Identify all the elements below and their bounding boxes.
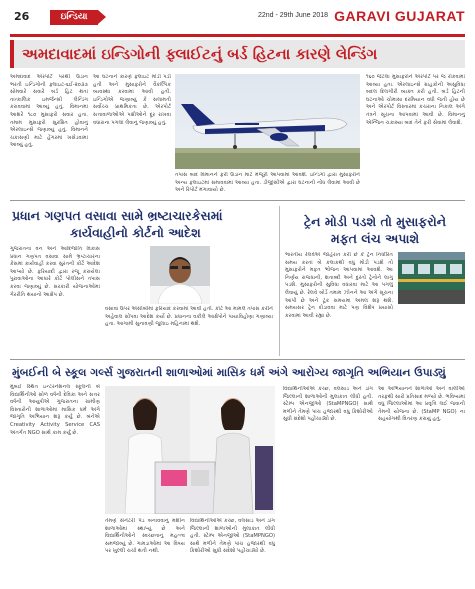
schoolgirls-photo (105, 386, 275, 514)
story2-col1: ગુજરાતના વન અને આદિજાતિ વિકાસ પ્રધાન ગણપત વસાવા સામે ભ્રષ્ટાચારના કેસમાં કાર્યવાહી કરવા સુરતની કોર્ટે આદેશ આપ્યો છે. ફરિયાદી દ્વારા રજૂ કરાયેલા પુરાવાઓના આધારે કોર્ટે પોલીસને તપાસ કરવા જણાવ્યું છે. સરકારી યોજનાઓમાં ગેરરીતિ થયાનો આક્ષેપ છે. (10, 246, 100, 298)
story3-text: ભારતીય રેલવેએ જાહેરાત કરી છે કે ટ્રેન નિર્ધારિત સમય કરતાં બે કલાકથી વધુ મોડી પડશે તો મુસાફરોને મફત ભોજન આપવામાં આવશે. આ નિર્ણય રાજધાની, શતાબ્દી અને દુરંતો ટ્રેનોને લાગુ પડશે. મુસાફરોની સુવિધા વધારવા માટે આ પગલું લેવાયું છે. રેલવે બોર્ડે તમામ ઝોનને આ અંગે સૂચના આપી છે અને ટૂંક સમયમાં અમલ શરૂ થશે. સમયસર ટ્રેન દોડાવવા માટે પણ વિશેષ પ્રયાસો કરવામાં આવી રહ્યા છે. (285, 252, 393, 319)
story2-headline-line1: પ્રધાન ગણપત વસાવા સામે ભ્રષ્ટાચારકેસમાં (12, 208, 223, 223)
page-number: 26 (14, 10, 30, 23)
story1-under-photo: તપાસ બાદ વિમાનને ફરી ઉડાન માટે મંજૂરી આપવામાં આવશે. ઇન્ડિગો દ્વારા મુસાફરોને અન્ય ફ્લાઇટમાં સમાવવામાં આવ્યા હતા. ડીજીસીએ દ્વારા ઘટનાની નોંધ લેવામાં આવી છે અને રિપોર્ટ મંગાવાયો છે. (175, 172, 360, 194)
story1-col3: ૧૬૦ જેટલા મુસાફરોને એરપોર્ટ પર જ રોકવામાં આવ્યા હતા. એરલાઇન્સે ગ્રાહકોની અસુવિધા બદલ દિલગીરી વ્યક્ત કરી હતી. બર્ડ હિટની ઘટનાઓ ચોમાસા દરમિયાન વધી જતી હોય છે અને એરપોર્ટ વિસ્તારમાં કચરાના નિકાલ અંગે તંત્રને સૂચના આપવામાં આવી છે. વિમાનનું એન્જિન ચકાસ્યા બાદ તેને ફરી સેવામાં લેવાશે. (366, 74, 465, 126)
story4-headline: મુંબઈની બે સ્કૂલ ગર્લ્સ ગુજરાતની શાળાઓમાં માસિક ધર્મ અંગે આરોગ્ય જાગૃતિ અભિયાન ઉપાડ્યું (12, 366, 446, 379)
divider (10, 359, 465, 360)
issue-date: 22nd - 29th June 2018 (258, 12, 329, 19)
story1-col1: અમદાવાદ એરપોર્ટ પરથી ઉડાન ભરતી ઇન્ડિગોની ફ્લાઇટ-૬ઈ-૨૦૩૭ સોમવારે સવારે બર્ડ હિટ થતાં તાત્કાલિક ઇમર્જન્સી લેન્ડિંગ કરાવવામાં આવ્યું હતું. વિમાનમાં આશરે ૧૮૦ મુસાફરો સવાર હતા. તમામ મુસાફરો સુરક્ષિત હોવાનું એરલાઇન્સે જણાવ્યું હતું. વિમાનને ચકાસણી માટે હેંગરમાં ખસેડવામાં આવ્યું હતું. (10, 74, 88, 149)
story4-col4: આ અભિયાનને શાળાઓ અને વાલીઓ તરફથી સારો પ્રતિસાદ મળ્યો છે. ભવિષ્યમાં વધુ જિલ્લાઓમાં આ પ્રવૃત્તિ લઈ જવાની તેમની યોજના છે. (StaMP NGO) ના સહયોગથી વિતરણ કરાયું હતું. (378, 386, 465, 423)
story4-col3: વિદ્યાર્થિનીઓએ કચ્છ, વલસાડ અને ડાંગ જિલ્લાની શાળાઓની મુલાકાત લીધી હતી. સ્ટેમ્પ એનજીઓ (StaMPNGO) સાથે મળીને તેમણે પાંચ હજારથી વધુ કિશોરીઓ સુધી સંદેશો પહોંચાડ્યો છે. (190, 518, 275, 555)
train-photo (398, 252, 465, 304)
page-header (0, 0, 475, 34)
brand-logo: GARAVI GUJARAT (334, 8, 465, 24)
story2-headline-line2: કાર્યવાહીનો કોર્ટનો આદેશ (70, 225, 201, 240)
story1-headline: અમદાવાદમાં ઇન્ડિગોની ફ્લાઈટનું બર્ડ હિટના કારણે લેન્ડિંગ (10, 40, 465, 68)
story4-col2: તેમણે સેનેટરી પેડ બનાવવાનું મશીન શાળાઓમાં સ્થાપ્યું છે અને વિદ્યાર્થિનીઓને સ્વચ્છતાનું મહત્ત્વ સમજાવ્યું છે. ગામડાઓમાં આ વિષય પર ખુલ્લી ચર્ચા થતી નથી. (105, 518, 185, 555)
story3-headline-line1: ટ્રેન મોડી પડશે તો મુસાફરોને (303, 214, 447, 229)
section-tag: ઇન્ડિયા (50, 10, 98, 25)
story4-col3-main: વિદ્યાર્થિનીઓએ કચ્છ, વલસાડ અને ડાંગ જિલ્લાની શાળાઓની મુલાકાત લીધી હતી. સ્ટેમ્પ એનજીઓ (StaMPNGO) સાથે મળીને તેમણે પાંચ હજારથી વધુ કિશોરીઓ સુધી સંદેશો પહોંચાડ્યો છે. (283, 386, 373, 423)
divider (279, 206, 280, 356)
story2-col2: વસાવા ઉપર એસીબીમાં ફરિયાદ કરવામાં આવી હતી. કોર્ટે આ મામલે તપાસ કરીને અહેવાલ સોંપવા આદેશ કર્યો છે. પ્રધાનના વકીલે આક્ષેપોને પાયાવિહોણા ગણાવ્યા હતા. આગામી સુનાવણી જુલાઇ મહિનામાં થશે. (105, 306, 273, 328)
story3-headline-line2: મફત લંચ અપાશે (330, 231, 420, 246)
minister-portrait (150, 246, 210, 304)
indigo-plane-photo (175, 74, 360, 169)
story4-col1: મુંબઈ સ્થિત ઇન્ટરનેશનલ સ્કૂલની બે વિદ્યાર્થિનીઓ સોળ વર્ષની દેવિકા અને સત્તર વર્ષની આયુષીએ ગુજરાતના ગ્રામીણ વિસ્તારોની શાળાઓમાં માસિક ધર્મ અંગે જાગૃતિ અભિયાન શરૂ કર્યું છે. બંનેએ Creativity Activity Service CAS અંતર્ગત NGO સાથે કામ કર્યું છે. (10, 384, 100, 436)
header-rule (10, 34, 465, 37)
story1-col2: આ ઘટનાને કારણે ફ્લાઇટ મોડી પડી હતી અને મુસાફરોને વૈકલ્પિક વ્યવસ્થા કરવામાં આવી હતી. ઇન્ડિગોએ જણાવ્યું કે સલામતી સર્વોચ્ચ પ્રાથમિકતા છે. એરપોર્ટ સત્તાવાળાઓએ પક્ષીઓને દૂર રાખવા વધારાના પગલાં લેવાનું જણાવ્યું હતું. (93, 74, 171, 126)
divider (10, 200, 465, 201)
